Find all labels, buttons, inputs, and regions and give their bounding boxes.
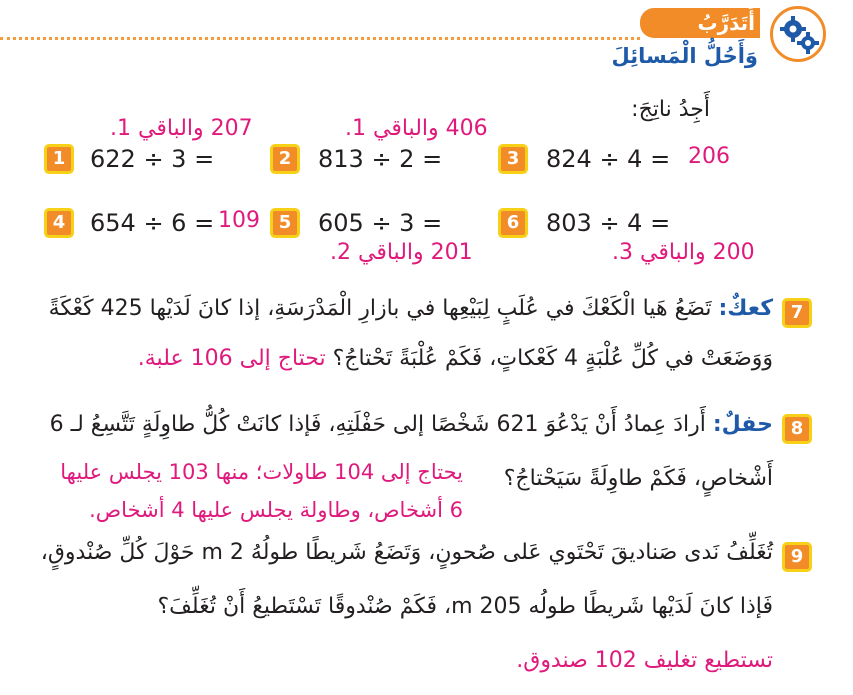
word-problem-8-answer-1: يحتاج إلى 104 طاولات؛ منها 103 يجلس عليها xyxy=(60,460,463,484)
problem-expression-2: 813 ÷ 2 = xyxy=(318,145,443,173)
problem-expression-6: 803 ÷ 4 = xyxy=(546,209,671,237)
problem-number-6: 6 xyxy=(498,208,528,238)
problem-number-2: 2 xyxy=(270,144,300,174)
problem-expression-4: 654 ÷ 6 = xyxy=(90,209,215,237)
problem-number-4: 4 xyxy=(44,208,74,238)
section-subtitle: وَأَحُلُّ الْمَسائِلَ xyxy=(611,44,758,68)
word-problem-9-text-1: تُغَلِّفُ نَدى صَناديقَ تَحْتَوي عَلى صُحونٍ، وَتَضَعُ شَريطًا طولُهُ 2 m حَوْلَ كُلِّ صُنْدوقٍ، xyxy=(40,540,773,565)
problem-number-9: 9 xyxy=(782,542,812,572)
word-problem-7-text-2: وَوَضَعَتْ في كُلِّ عُلْبَةٍ 4 كَعْكاتٍ، فَكَمْ عُلْبَةً تَحْتاجُ؟ xyxy=(332,346,773,371)
word-problem-7-answer: تحتاج إلى 106 علبة. xyxy=(137,346,326,371)
problem-number-5: 5 xyxy=(270,208,300,238)
word-problem-9-text-2: فَإذا كانَ لَدَيْها شَريطًا طولُه 205 m، فَكَمْ صُنْدوقًا تَسْتَطيعُ أَنْ تُغَلِّفَ؟ xyxy=(157,594,773,619)
problem-expression-3: 824 ÷ 4 = xyxy=(546,145,671,173)
word-problem-8-answer-2: 6 أشخاص، وطاولة يجلس عليها 4 أشخاص. xyxy=(89,498,463,522)
word-problem-7-text-1: تَضَعُ هَيا الْكَعْكَ في عُلَبٍ لِبَيْعِها في بازارِ الْمَدْرَسَةِ، إذا كانَ لَدَيْها 425 كَعْكَةً xyxy=(48,296,712,321)
instruction: أَجِدُ ناتِجَ: xyxy=(631,97,710,122)
answer-4: 109 xyxy=(218,208,260,233)
section-title: أَتَدَرَّبُ xyxy=(697,11,755,35)
word-problem-8-text-2: أَشْخاصٍ، فَكَمْ طاوِلَةً سَيَحْتاجُ؟ xyxy=(503,466,773,491)
word-problem-9-answer: تستطيع تغليف 102 صندوق. xyxy=(516,648,773,673)
problem-number-1: 1 xyxy=(44,144,74,174)
answer-1: 207 والباقي 1. xyxy=(110,116,253,141)
word-problem-7-line-1 xyxy=(33,296,773,321)
word-problem-7-line-2 xyxy=(33,346,773,371)
answer-3: 206 xyxy=(688,144,730,169)
problem-number-3: 3 xyxy=(498,144,528,174)
problem-number-8: 8 xyxy=(782,414,812,444)
word-problem-8-text-1: أَرادَ عِمادُ أَنْ يَدْعُوَ 621 شَخْصًا إلى حَفْلَتِهِ، فَإذا كانَتْ كُلُّ طاوِلَةٍ تَتَّسِعُ لـ 6 xyxy=(49,412,706,437)
problem-number-7: 7 xyxy=(782,298,812,328)
answer-5: 201 والباقي 2. xyxy=(330,240,473,265)
problem-expression-1: 622 ÷ 3 = xyxy=(90,145,215,173)
answer-2: 406 والباقي 1. xyxy=(345,116,488,141)
problem-expression-5: 605 ÷ 3 = xyxy=(318,209,443,237)
gears-icon xyxy=(770,6,826,62)
word-problem-8-line-1 xyxy=(33,412,773,437)
word-problem-8-label: حفلٌ: xyxy=(712,412,773,437)
answer-6: 200 والباقي 3. xyxy=(612,240,755,265)
header-dotted-line xyxy=(0,37,640,40)
word-problem-7-label: كعكٌ: xyxy=(718,296,773,321)
